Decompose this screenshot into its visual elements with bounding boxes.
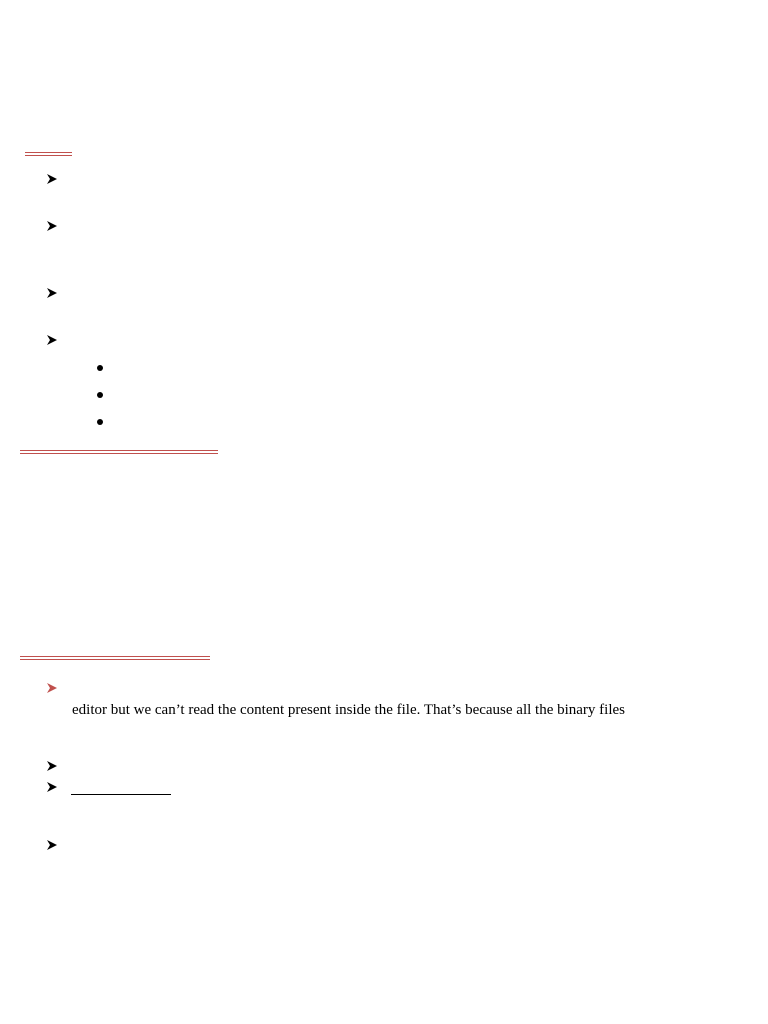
- section-3-heading-rule: [20, 656, 210, 660]
- arrow-bullet-icon: [46, 287, 58, 299]
- arrow-bullet-icon: [46, 173, 58, 185]
- arrow-bullet-icon: [46, 781, 58, 793]
- paragraph-line: editor but we can’t read the content present inside the file. That’s because all the binary files: [72, 702, 626, 718]
- arrow-bullet-icon: [46, 220, 58, 232]
- section-1-heading-rule: [25, 152, 72, 156]
- section-2-heading-rule: [20, 450, 218, 454]
- arrow-bullet-icon: [46, 334, 58, 346]
- underlined-blank: [71, 794, 171, 795]
- circle-bullet-icon: [97, 365, 103, 371]
- circle-bullet-icon: [97, 392, 103, 398]
- circle-bullet-icon: [97, 419, 103, 425]
- arrow-bullet-icon: [46, 760, 58, 772]
- arrow-bullet-icon: [46, 682, 58, 694]
- arrow-bullet-icon: [46, 839, 58, 851]
